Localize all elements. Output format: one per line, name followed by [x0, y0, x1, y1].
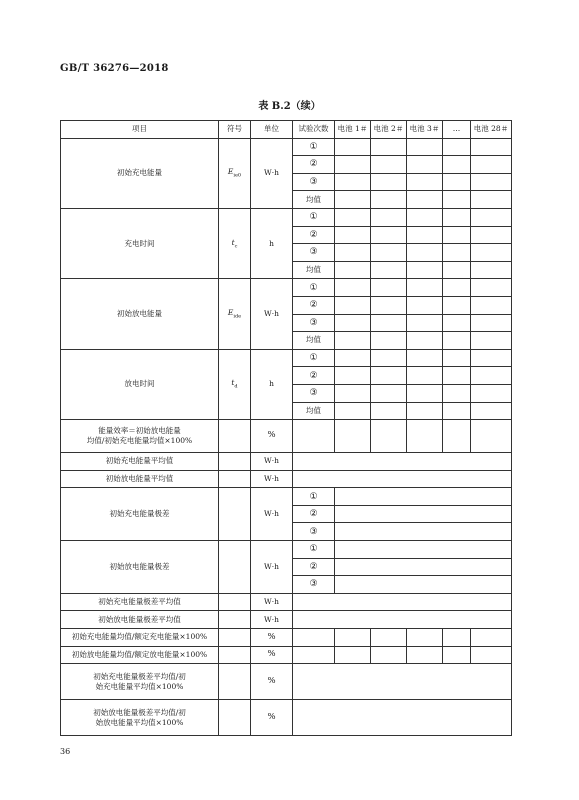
- row-label: 初始充电能量均值/额定充电能量×100%: [61, 629, 219, 647]
- row-label: 初始充电能量平均值: [61, 453, 219, 471]
- unit-cell: %: [251, 629, 293, 647]
- trial-1: ①: [293, 138, 335, 156]
- trial-avg: 均值: [293, 191, 335, 209]
- table-row: [61, 420, 512, 453]
- row-label: 初始放电能量极差: [61, 541, 219, 594]
- trial-2: ②: [293, 296, 335, 314]
- table-row: [61, 629, 512, 647]
- page-number: 36: [60, 747, 71, 756]
- col-battery-28: 电池 28＃: [471, 121, 512, 139]
- row-label: [61, 700, 219, 736]
- symbol-sub: ide: [233, 313, 242, 320]
- col-item: 项目: [61, 121, 219, 139]
- trial-avg: 均值: [293, 261, 335, 279]
- row-label: 初始放电能量均值/额定放电能量×100%: [61, 646, 219, 664]
- label-line-2: 始充电能量平均值×100%: [95, 681, 184, 691]
- symbol-cell: [219, 279, 251, 349]
- trial-1: ①: [293, 349, 335, 367]
- table-row: [61, 593, 512, 611]
- symbol-main: E: [227, 307, 234, 317]
- row-label: [61, 420, 219, 453]
- unit-cell: %: [251, 700, 293, 736]
- unit-cell: W·h: [251, 453, 293, 471]
- trial-3: ③: [293, 173, 335, 191]
- table-row: [61, 470, 512, 488]
- trial-3: ③: [293, 523, 335, 541]
- col-battery-1: 电池 1＃: [335, 121, 371, 139]
- table-row: [61, 453, 512, 471]
- table-row: [61, 279, 512, 297]
- table-row: [61, 700, 512, 736]
- row-label: [61, 664, 219, 700]
- unit-cell: h: [251, 349, 293, 419]
- symbol-sub: c: [234, 243, 238, 250]
- unit-cell: h: [251, 208, 293, 278]
- trial-1: ①: [293, 488, 335, 506]
- col-trial-count: 试验次数: [293, 121, 335, 139]
- col-battery-2: 电池 2＃: [371, 121, 407, 139]
- unit-cell: W·h: [251, 279, 293, 349]
- trial-1: ①: [293, 208, 335, 226]
- trial-1: ①: [293, 279, 335, 297]
- label-line-2: 均值/初始充电能量均值×100%: [86, 436, 193, 446]
- standard-code: GB/T 36276—2018: [60, 63, 169, 74]
- unit-cell: %: [251, 646, 293, 664]
- unit-cell: W·h: [251, 593, 293, 611]
- trial-3: ③: [293, 576, 335, 594]
- unit-cell: %: [251, 420, 293, 453]
- row-label: 初始充电能量极差: [61, 488, 219, 541]
- unit-cell: W·h: [251, 541, 293, 594]
- symbol-cell: [219, 208, 251, 278]
- table-row: [61, 664, 512, 700]
- header-row: [61, 121, 512, 139]
- trial-2: ②: [293, 558, 335, 576]
- table-row: [61, 208, 512, 226]
- row-label: 初始放电能量平均值: [61, 470, 219, 488]
- table-row: [61, 611, 512, 629]
- symbol-sub: d: [234, 383, 238, 390]
- table-row: [61, 541, 512, 559]
- symbol-cell: [219, 138, 251, 208]
- trial-3: ③: [293, 244, 335, 262]
- trial-2: ②: [293, 367, 335, 385]
- row-label: 初始充电能量极差平均值: [61, 593, 219, 611]
- table-title: 表 B.2（续）: [258, 101, 321, 112]
- trial-3: ③: [293, 384, 335, 402]
- trial-avg: 均值: [293, 332, 335, 350]
- row-label: 初始放电能量极差平均值: [61, 611, 219, 629]
- trial-2: ②: [293, 226, 335, 244]
- unit-cell: %: [251, 664, 293, 700]
- symbol-sub: ie0: [233, 172, 242, 179]
- table-row: [61, 138, 512, 156]
- trial-avg: 均值: [293, 402, 335, 420]
- row-label: 放电时间: [61, 349, 219, 419]
- row-label: 初始充电能量: [61, 138, 219, 208]
- symbol-main: E: [227, 167, 234, 177]
- unit-cell: W·h: [251, 488, 293, 541]
- trial-1: ①: [293, 541, 335, 559]
- test-record-table: [60, 120, 512, 736]
- col-symbol: 符号: [219, 121, 251, 139]
- table-row: [61, 488, 512, 506]
- trial-2: ②: [293, 156, 335, 174]
- trial-3: ③: [293, 314, 335, 332]
- label-line-1: 初始放电能量极差平均值/初: [93, 707, 186, 717]
- table-row: [61, 646, 512, 664]
- col-ellipsis: …: [443, 121, 471, 139]
- symbol-cell: [219, 349, 251, 419]
- row-label: 充电时间: [61, 208, 219, 278]
- symbol-main: t: [231, 237, 235, 247]
- unit-cell: W·h: [251, 611, 293, 629]
- row-label: 初始放电能量: [61, 279, 219, 349]
- table-row: [61, 349, 512, 367]
- symbol-main: t: [231, 378, 235, 388]
- col-battery-3: 电池 3＃: [407, 121, 443, 139]
- unit-cell: W·h: [251, 138, 293, 208]
- col-unit: 单位: [251, 121, 293, 139]
- label-line-1: 能量效率＝初始放电能量: [98, 425, 181, 435]
- label-line-1: 初始充电能量极差平均值/初: [93, 671, 186, 681]
- unit-cell: W·h: [251, 470, 293, 488]
- label-line-2: 始放电能量平均值×100%: [95, 717, 184, 727]
- trial-2: ②: [293, 505, 335, 523]
